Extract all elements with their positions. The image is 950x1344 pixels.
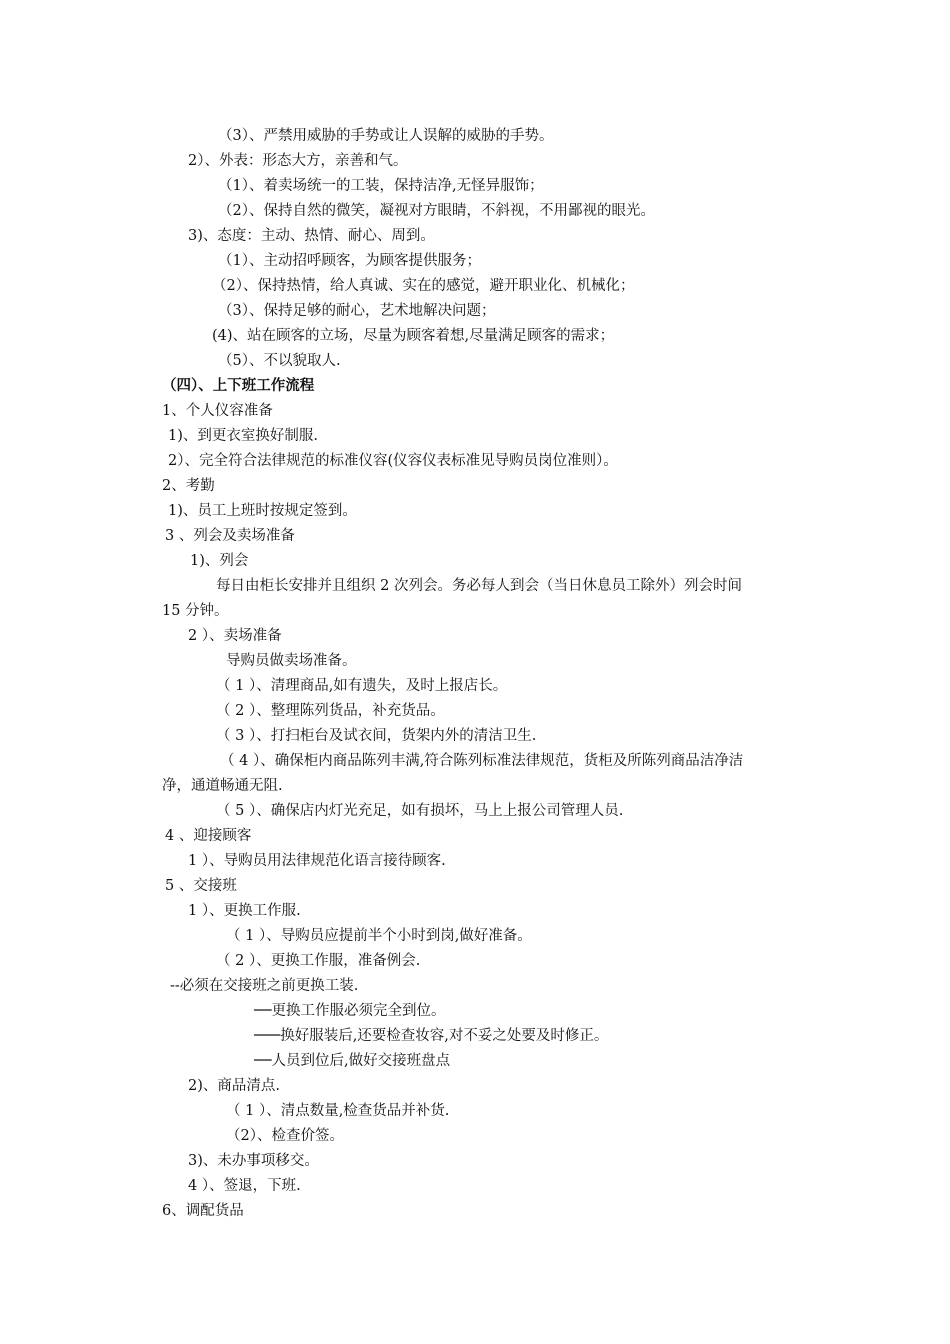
text-line: （ 5 ）、确保店内灯光充足，如有损坏，马上上报公司管理人员. — [216, 803, 624, 819]
text-line: 1、个人仪容准备 — [162, 403, 273, 419]
text-line: 2）、外表：形态大方，亲善和气。 — [188, 153, 408, 169]
text-line: --必须在交接班之前更换工装. — [170, 978, 359, 994]
text-line: （2）、保持热情，给人真诚、实在的感觉，避开职业化、机械化； — [212, 278, 635, 294]
text-line: 2 ）、卖场准备 — [188, 628, 282, 644]
text-line: 1)、列会 — [190, 553, 249, 569]
text-line: (4)、站在顾客的立场，尽量为顾客着想,尽量满足顾客的需求； — [212, 328, 615, 344]
text-line: ──人员到位后,做好交接班盘点 — [254, 1053, 451, 1069]
text-line: 3 、列会及卖场准备 — [165, 528, 295, 544]
text-line: 5 、交接班 — [165, 878, 237, 894]
text-line: 2）、完全符合法律规范的标准仪容(仪容仪表标准见导购员岗位准则）。 — [168, 453, 618, 469]
text-line: （1）、主动招呼顾客，为顾客提供服务； — [218, 253, 481, 269]
text-line: （2）、检查价签。 — [226, 1128, 344, 1144]
text-line: （ 1 ）、导购员应提前半个小时到岗,做好准备。 — [226, 928, 532, 944]
section-heading: （四）、上下班工作流程 — [162, 377, 315, 394]
text-line: （ 4 ）、确保柜内商品陈列丰满,符合陈列标准法律规范，货柜及所陈列商品洁净洁 — [220, 753, 744, 769]
text-line: ──更换工作服必须完全到位。 — [254, 1003, 446, 1019]
text-line: 每日由柜长安排并且组织 2 次列会。务必每人到会（当日休息员工除外）列会时间 — [216, 578, 742, 594]
text-line: （3）、保持足够的耐心，艺术地解决问题； — [218, 303, 496, 319]
text-line: 1 ）、导购员用法律规范化语言接待顾客. — [188, 853, 446, 869]
text-line: （5）、不以貌取人. — [218, 353, 341, 369]
text-line: 15 分钟。 — [162, 603, 229, 619]
text-line: 1 ）、更换工作服. — [188, 903, 301, 919]
text-line: 3)、态度：主动、热情、耐心、周到。 — [188, 228, 435, 244]
text-line: 1)、员工上班时按规定签到。 — [168, 503, 357, 519]
text-line: （ 2 ）、整理陈列货品，补充货品。 — [216, 703, 445, 719]
text-line: （1）、着卖场统一的工装，保持洁净,无怪异服饰； — [218, 178, 544, 194]
text-line: 导购员做卖场准备。 — [226, 653, 357, 669]
text-line: 6、调配货品 — [162, 1203, 244, 1219]
text-line: （ 2 ）、更换工作服，准备例会. — [216, 953, 421, 969]
text-line: （2）、保持自然的微笑，凝视对方眼睛，不斜视，不用鄙视的眼光。 — [218, 203, 655, 219]
text-line: （ 1 ）、清点数量,检查货品并补货. — [226, 1103, 450, 1119]
text-line: （ 1 ）、清理商品,如有遗失，及时上报店长。 — [216, 678, 508, 694]
text-line: 净，通道畅通无阻. — [162, 778, 283, 794]
text-line: 3)、未办事项移交。 — [188, 1153, 319, 1169]
text-line: 2、考勤 — [162, 478, 215, 494]
text-line: 4 ）、签退，下班. — [188, 1178, 301, 1194]
text-line: 2)、商品清点. — [188, 1078, 280, 1094]
text-line: （ 3 ）、打扫柜台及试衣间，货架内外的清洁卫生. — [216, 728, 537, 744]
text-line: ───换好服装后,还要检查妆容,对不妥之处要及时修正。 — [254, 1028, 609, 1044]
text-line: （3）、严禁用威胁的手势或让人误解的威胁的手势。 — [218, 128, 554, 144]
text-line: 1)、到更衣室换好制服. — [168, 428, 318, 444]
text-line: 4 、迎接顾客 — [165, 828, 252, 844]
